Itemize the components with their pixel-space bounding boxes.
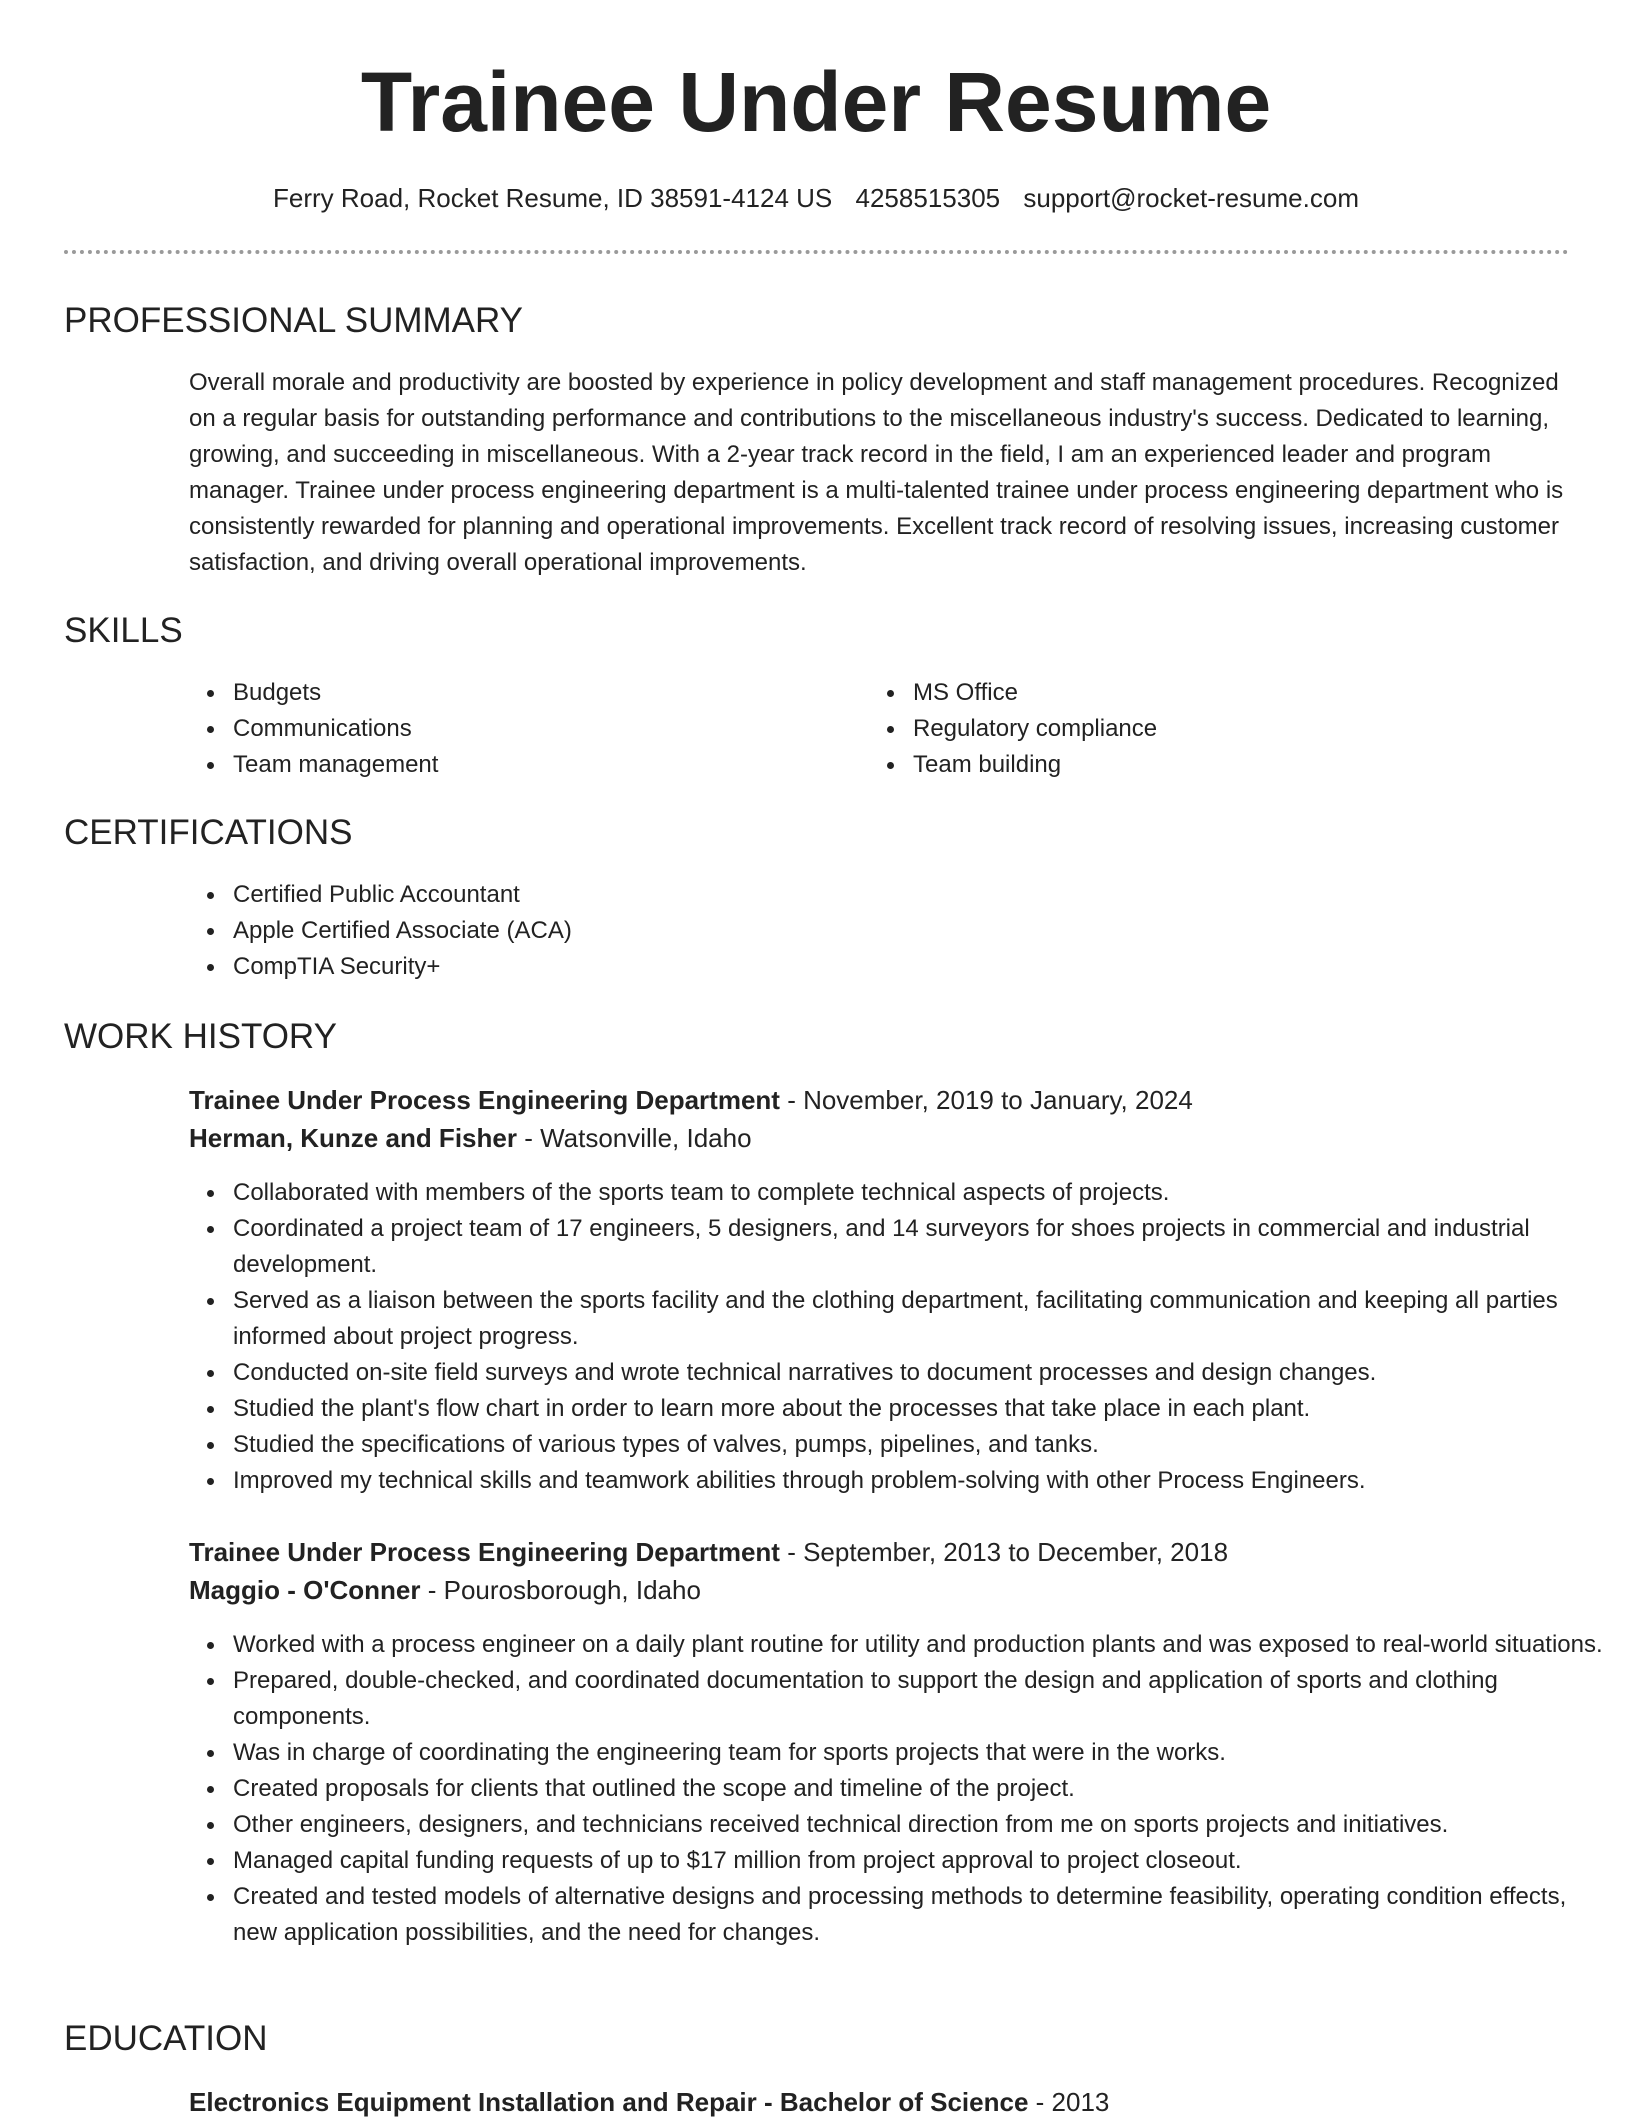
job-bullets [189,1175,1603,1499]
job-bullet: Served as a liaison between the sports facility and the clothing department, facilitating communication and keeping all parties informed about project progress. [233,1283,1603,1355]
job-bullet: Created proposals for clients that outlined the scope and timeline of the project. [233,1771,1603,1807]
certification-item: Apple Certified Associate (ACA) [233,913,1533,949]
contact-line [0,180,1632,216]
job-bullet: Other engineers, designers, and technicians received technical direction from me on sports projects and initiatives. [233,1807,1603,1843]
skills-heading: SKILLS [64,611,183,650]
certifications-heading: CERTIFICATIONS [64,813,353,852]
job-bullet: Prepared, double-checked, and coordinated documentation to support the design and application of sports and clothing components. [233,1663,1603,1735]
job-bullet: Managed capital funding requests of up to $17 million from project approval to project closeout. [233,1843,1603,1879]
job-bullet: Coordinated a project team of 17 engineers, 5 designers, and 14 surveyors for shoes projects in commercial and industrial development. [233,1211,1603,1283]
job-bullet: Studied the plant's flow chart in order to learn more about the processes that take place in each plant. [233,1391,1603,1427]
job-company-line [189,1119,752,1157]
education-line [189,2083,1109,2121]
certification-item: CompTIA Security+ [233,949,1533,985]
skill-item: MS Office [913,675,1543,711]
skill-item: Team management [233,747,863,783]
skill-item: Regulatory compliance [913,711,1543,747]
job-bullets [189,1627,1603,1951]
job-dates: - November, 2019 to January, 2024 [779,1085,1193,1115]
job-title-line [189,1533,1228,1571]
job-role: Trainee Under Process Engineering Department [189,1537,780,1567]
certifications-list [189,877,1533,985]
education-year: - 2013 [1028,2087,1110,2117]
skill-item: Budgets [233,675,863,711]
job-bullet: Improved my technical skills and teamwork abilities through problem-solving with other Process Engineers. [233,1463,1603,1499]
job-title-line [189,1081,1193,1119]
job-bullet: Collaborated with members of the sports team to complete technical aspects of projects. [233,1175,1603,1211]
skills-list-right [869,675,1543,783]
job-bullet: Conducted on-site field surveys and wrote technical narratives to document processes and design changes. [233,1355,1603,1391]
job-company-line [189,1571,701,1609]
job-bullet: Studied the specifications of various types of valves, pumps, pipelines, and tanks. [233,1427,1603,1463]
resume-name: Trainee Under Resume [360,55,1272,149]
contact-address: Ferry Road, Rocket Resume, ID 38591-4124 US [273,183,833,213]
job-role: Trainee Under Process Engineering Department [189,1085,780,1115]
job-bullet: Worked with a process engineer on a daily plant routine for utility and production plants and was exposed to real-world situations. [233,1627,1603,1663]
job-company: Maggio - O'Conner [189,1575,421,1605]
job-bullet: Created and tested models of alternative designs and processing methods to determine feasibility, operating condition effects, new application possibilities, and the need for changes. [233,1879,1603,1951]
job-location: - Pourosborough, Idaho [420,1575,701,1605]
contact-phone: 4258515305 [855,183,1001,213]
summary-heading: PROFESSIONAL SUMMARY [64,301,523,340]
education-heading: EDUCATION [64,2019,268,2058]
job-dates: - September, 2013 to December, 2018 [779,1537,1229,1567]
job-company: Herman, Kunze and Fisher [189,1123,517,1153]
header-divider [64,250,1569,254]
education-degree: Electronics Equipment Installation and Repair - Bachelor of Science [189,2087,1029,2117]
skills-list-left [189,675,863,783]
certification-item: Certified Public Accountant [233,877,1533,913]
contact-email[interactable]: support@rocket-resume.com [1023,183,1359,213]
skill-item: Team building [913,747,1543,783]
summary-text: Overall morale and productivity are boosted by experience in policy development and staff management procedures. Recognized on a regular basis for outstanding performance and contributions to the miscellaneous industry's success. Dedicated to learning, growing, and succeeding in miscellaneous. With a 2-year track record in the field, I am an experienced leader and program manager. Trainee under process engineering department is a multi-talented trainee under process engineering department who is consistently rewarded for planning and operational improvements. Excellent track record of resolving issues, increasing customer satisfaction, and driving overall operational improvements. [189,369,1564,576]
job-bullet: Was in charge of coordinating the engineering team for sports projects that were in the works. [233,1735,1603,1771]
job-location: - Watsonville, Idaho [516,1123,752,1153]
skill-item: Communications [233,711,863,747]
work-history-heading: WORK HISTORY [64,1017,337,1056]
